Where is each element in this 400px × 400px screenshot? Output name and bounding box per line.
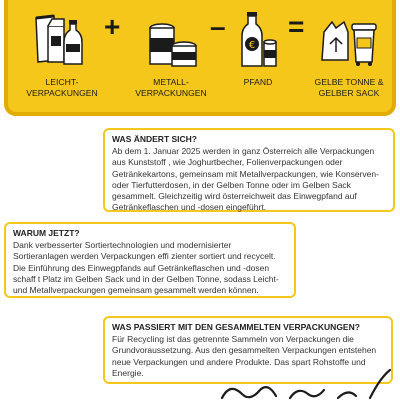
deposit-bottle-can-icon: [236, 10, 280, 70]
section-heading: WAS ÄNDERT SICH?: [112, 134, 197, 144]
yellow-bin-item: [304, 0, 394, 110]
metal-packaging-label-line2: VERPACKUNGEN: [135, 87, 207, 98]
section-warum-jetzt: [4, 222, 296, 298]
minus-operator: –: [210, 11, 226, 42]
section-text: Ab dem 1. Januar 2025 werden in ganz Österreich alle Verpackungen aus Kunststoff , wie Joghurtbecher, Folienverpackungen oder Getränkekartons, gemeinsam mit Metallverpackungen, wie Konserven- oder Tierfutterdosen, in der Gelben Tonne oder im Gelben Sack gesammelt. Gleichzeitig wird österreichweit das Einwegpfand auf Getränkeflaschen und -dosen eingeführt.: [112, 146, 379, 213]
equation-banner: [4, 0, 396, 116]
light-packaging-item: [20, 0, 104, 110]
light-packaging-label-line2: VERPACKUNGEN: [26, 87, 98, 98]
deposit-label-line1: PFAND: [243, 77, 273, 87]
yellow-bin-label-line2: GELBER SACK: [318, 87, 380, 98]
section-was-aendert-sich: [103, 128, 395, 212]
light-packaging-label: [20, 77, 104, 98]
light-packaging-icon: [30, 10, 94, 70]
yellow-bin-bag-icon: [318, 8, 382, 68]
metal-packaging-item: [126, 0, 216, 110]
yellow-bin-label: [304, 77, 394, 98]
section-heading: WAS PASSIERT MIT DEN GESAMMELTEN VERPACKUNGEN?: [112, 322, 360, 332]
equals-operator: =: [288, 11, 305, 42]
handwriting-decoration: [220, 368, 400, 400]
yellow-bin-label-line1: GELBE TONNE &: [314, 77, 384, 87]
svg-text:€: €: [248, 40, 256, 51]
plus-operator: +: [104, 11, 121, 42]
metal-packaging-label: [126, 77, 216, 98]
metal-packaging-label-line1: METALL-: [153, 77, 189, 87]
section-heading: WARUM JETZT?: [13, 228, 80, 238]
light-packaging-label-line1: LEICHT-: [45, 77, 79, 87]
section-text: Dank verbesserter Sortiertechnologien und modernisierter Sortieranlagen werden Verpackungen effi zienter sortiert und recycelt. Die Einführung des Einwegpfands auf Getränkeflaschen und -dosen schaff t Platz im Gelben Sack und in der Gelben Tonne, sodass Leicht- und Metallverpackungen gemeinsam gesammelt werden können.: [13, 240, 279, 296]
metal-packaging-icon: [144, 14, 204, 70]
section-text: Für Recycling ist das getrennte Sammeln von Verpackungen die Grundvoraussetzung. Aus den gesammelten Verpackungen entstehen neue Verpackungen und andere Produkte. Das spart Rohstoffe und Energie.: [112, 334, 377, 378]
deposit-item: [228, 0, 288, 110]
deposit-label: [228, 77, 288, 88]
